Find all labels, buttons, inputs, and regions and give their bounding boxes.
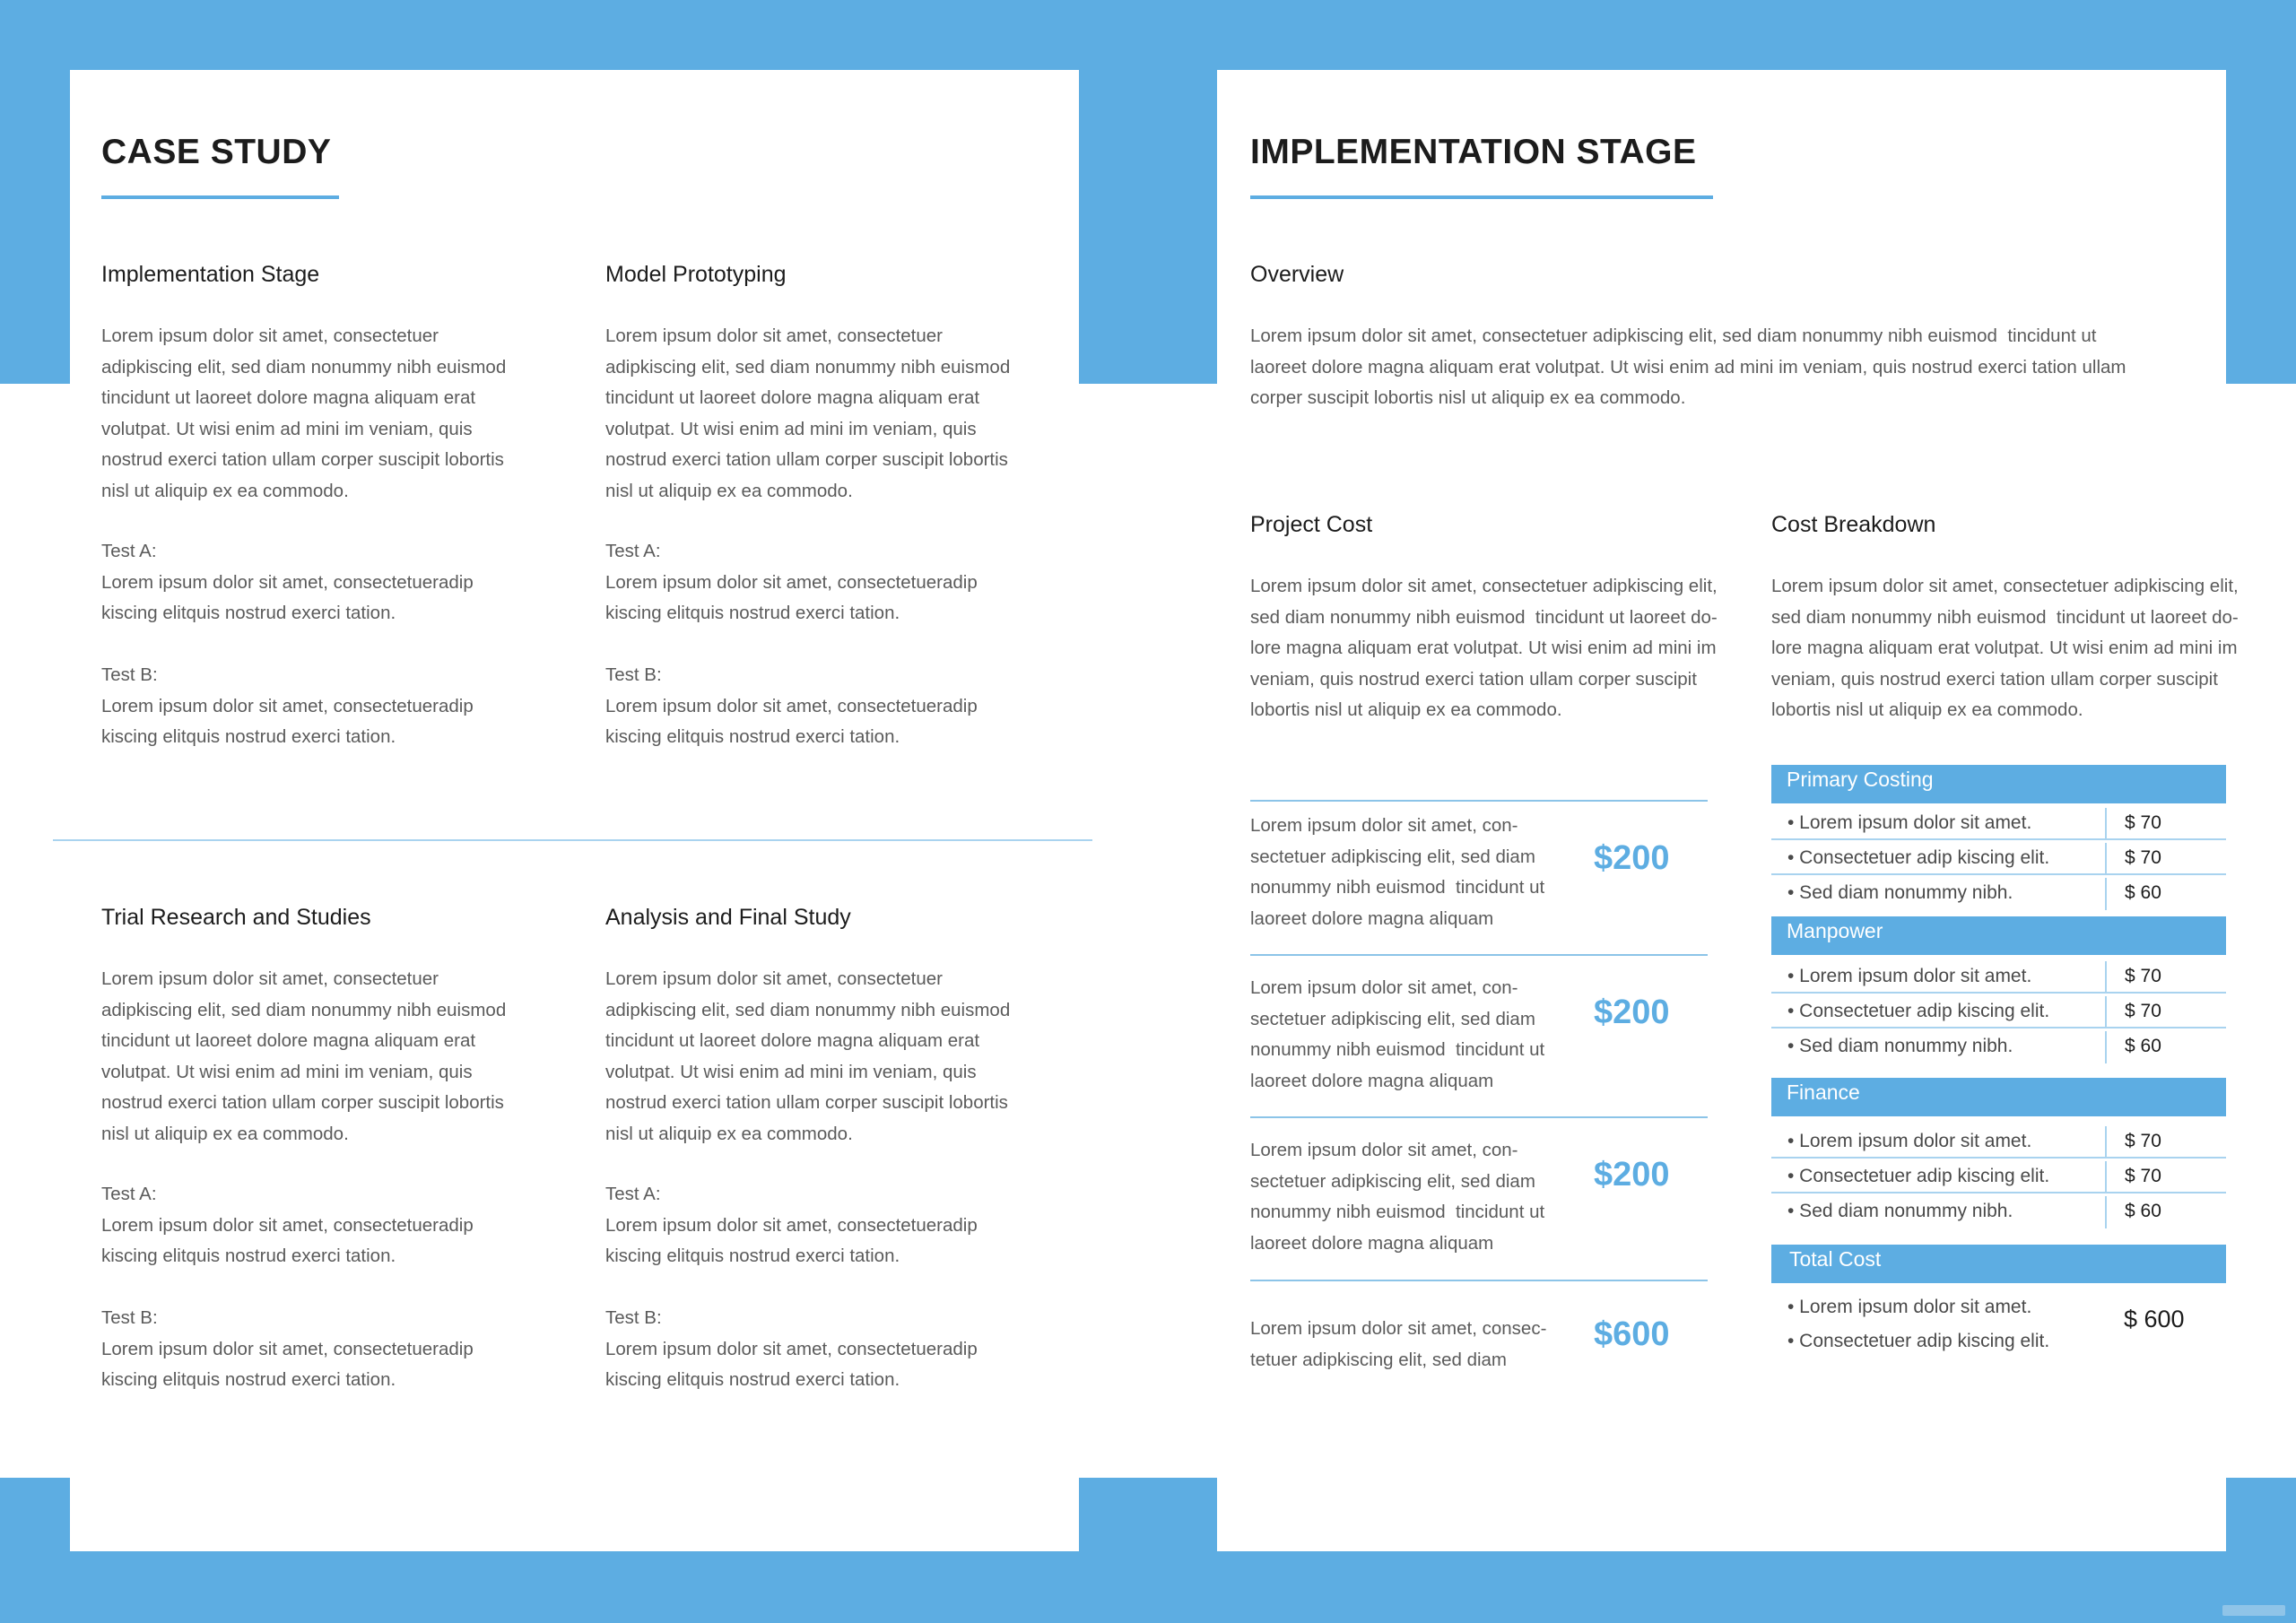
left-title-underline bbox=[101, 195, 339, 199]
breakdown-item-value: $ 70 bbox=[2125, 1166, 2161, 1186]
cost-breakdown-paragraph: Lorem ipsum dolor sit amet, consectetuer adipkiscing elit, sed diam nonummy nibh euismod tincidunt ut laoreet do- lore magna aliquam erat volutpat. Ut wisi enim ad mini im veniam, quis nostrud exerci tation ullam corper suscipit lobortis nisl ut aliquip ex ea commodo. bbox=[1771, 576, 2239, 720]
breakdown-item-value: $ 70 bbox=[2125, 1131, 2161, 1151]
section-test-a: Test A: Lorem ipsum dolor sit amet, consectetueradip kiscing elitquis nostrud exerci tation. bbox=[101, 1184, 474, 1266]
section-paragraph: Lorem ipsum dolor sit amet, consectetuer adipkiscing elit, sed diam nonummy nibh euismod tincidunt ut laoreet dolore magna aliquam erat volutpat. Ut wisi enim ad mini im veniam, quis nostrud exerci tation ullam corper suscipit lobortis nisl ut aliquip ex ea commodo. bbox=[101, 968, 507, 1144]
breakdown-item-label: • Consectetuer adip kiscing elit. bbox=[1787, 1166, 2050, 1186]
breakdown-item bbox=[1771, 1194, 2226, 1228]
cost-row-rule bbox=[1250, 954, 1708, 956]
cost-row-text: Lorem ipsum dolor sit amet, con- sectetuer adipkiscing elit, sed diam nonummy nibh euismod tincidunt ut laoreet dolore magna aliquam bbox=[1250, 977, 1545, 1091]
group-header: Primary Costing bbox=[1771, 765, 2226, 803]
total-cost-item: • Lorem ipsum dolor sit amet. bbox=[1787, 1297, 2032, 1317]
breakdown-item-label: • Consectetuer adip kiscing elit. bbox=[1787, 847, 2050, 868]
group-header: Manpower bbox=[1771, 916, 2226, 955]
section-heading: Model Prototyping bbox=[605, 262, 787, 287]
section-paragraph: Lorem ipsum dolor sit amet, consectetuer adipkiscing elit, sed diam nonummy nibh euismod tincidunt ut laoreet dolore magna aliquam erat volutpat. Ut wisi enim ad mini im veniam, quis nostrud exerci tation ullam corper suscipit lobortis nisl ut aliquip ex ea commodo. bbox=[605, 325, 1011, 501]
section-paragraph: Lorem ipsum dolor sit amet, consectetuer adipkiscing elit, sed diam nonummy nibh euismod tincidunt ut laoreet dolore magna aliquam erat volutpat. Ut wisi enim ad mini im veniam, quis nostrud exerci tation ullam corper suscipit lobortis nisl ut aliquip ex ea commodo. bbox=[101, 325, 507, 501]
breakdown-item-value: $ 70 bbox=[2125, 847, 2161, 868]
section-heading: Implementation Stage bbox=[101, 262, 320, 287]
breakdown-item bbox=[1771, 1029, 2226, 1063]
breakdown-item-label: • Sed diam nonummy nibh. bbox=[1787, 1036, 2013, 1056]
watermark-badge bbox=[2222, 1605, 2285, 1616]
cost-row-text: Lorem ipsum dolor sit amet, con- sectetuer adipkiscing elit, sed diam nonummy nibh euismod tincidunt ut laoreet dolore magna aliquam bbox=[1250, 815, 1545, 929]
group-header: Finance bbox=[1771, 1078, 2226, 1116]
total-cost-header: Total Cost bbox=[1771, 1245, 2226, 1283]
column-separator bbox=[2105, 808, 2107, 840]
breakdown-item-value: $ 70 bbox=[2125, 966, 2161, 986]
breakdown-item-label: • Lorem ipsum dolor sit amet. bbox=[1787, 966, 2032, 986]
breakdown-item bbox=[1771, 994, 2226, 1028]
section-divider bbox=[53, 839, 1092, 841]
breakdown-item bbox=[1771, 876, 2226, 910]
row-separator bbox=[1771, 838, 2226, 840]
row-separator bbox=[1771, 1027, 2226, 1028]
section-heading: Analysis and Final Study bbox=[605, 905, 851, 930]
column-separator bbox=[2105, 961, 2107, 994]
column-separator bbox=[2105, 843, 2107, 875]
overview-paragraph: Lorem ipsum dolor sit amet, consectetuer adipkiscing elit, sed diam nonummy nibh euismod tincidunt ut laoreet dolore magna aliquam erat volutpat. Ut wisi enim ad mini im veniam, quis nostrud exerci tation ullam corper suscipit lobortis nisl ut aliquip ex ea commodo. bbox=[1250, 325, 2126, 408]
row-separator bbox=[1771, 992, 2226, 994]
column-separator bbox=[2105, 1031, 2107, 1063]
project-cost-heading: Project Cost bbox=[1250, 512, 1373, 537]
breakdown-item-label: • Lorem ipsum dolor sit amet. bbox=[1787, 1131, 2032, 1151]
cost-row-rule bbox=[1250, 1280, 1708, 1281]
breakdown-item-label: • Sed diam nonummy nibh. bbox=[1787, 1201, 2013, 1221]
cost-row-amount: $200 bbox=[1594, 1156, 1670, 1193]
breakdown-item-label: • Sed diam nonummy nibh. bbox=[1787, 882, 2013, 903]
row-separator bbox=[1771, 1192, 2226, 1193]
cost-row bbox=[1250, 954, 1708, 1107]
breakdown-item bbox=[1771, 1159, 2226, 1193]
cost-row bbox=[1250, 1280, 1708, 1378]
cost-row bbox=[1250, 1116, 1708, 1269]
breakdown-item-label: • Lorem ipsum dolor sit amet. bbox=[1787, 812, 2032, 833]
overview-heading: Overview bbox=[1250, 262, 1344, 287]
section-test-a: Test A: Lorem ipsum dolor sit amet, consectetueradip kiscing elitquis nostrud exerci tation. bbox=[605, 1184, 978, 1266]
section-test-b: Test B: Lorem ipsum dolor sit amet, consectetueradip kiscing elitquis nostrud exerci tation. bbox=[605, 1307, 978, 1390]
section-test-b: Test B: Lorem ipsum dolor sit amet, consectetueradip kiscing elitquis nostrud exerci tation. bbox=[605, 664, 978, 747]
cost-row-text: Lorem ipsum dolor sit amet, consec- tetuer adipkiscing elit, sed diam bbox=[1250, 1318, 1547, 1370]
total-cost-item: • Consectetuer adip kiscing elit. bbox=[1787, 1331, 2050, 1351]
cost-row-amount: $600 bbox=[1594, 1315, 1670, 1353]
column-separator bbox=[2105, 878, 2107, 910]
right-page-title: IMPLEMENTATION STAGE bbox=[1250, 133, 1697, 171]
breakdown-item-value: $ 60 bbox=[2125, 882, 2161, 903]
project-cost-paragraph: Lorem ipsum dolor sit amet, consectetuer adipkiscing elit, sed diam nonummy nibh euismod tincidunt ut laoreet do- lore magna aliquam erat volutpat. Ut wisi enim ad mini im veniam, quis nostrud exerci tation ullam corper suscipit lobortis nisl ut aliquip ex ea commodo. bbox=[1250, 576, 1718, 720]
breakdown-item-value: $ 70 bbox=[2125, 1001, 2161, 1021]
cost-row bbox=[1250, 800, 1708, 952]
left-page-title: CASE STUDY bbox=[101, 133, 332, 171]
column-separator bbox=[2105, 1196, 2107, 1228]
breakdown-item bbox=[1771, 841, 2226, 875]
breakdown-item-value: $ 70 bbox=[2125, 812, 2161, 833]
section-paragraph: Lorem ipsum dolor sit amet, consectetuer adipkiscing elit, sed diam nonummy nibh euismod tincidunt ut laoreet dolore magna aliquam erat volutpat. Ut wisi enim ad mini im veniam, quis nostrud exerci tation ullam corper suscipit lobortis nisl ut aliquip ex ea commodo. bbox=[605, 968, 1011, 1144]
section-test-a: Test A: Lorem ipsum dolor sit amet, consectetueradip kiscing elitquis nostrud exerci tation. bbox=[101, 541, 474, 623]
cost-row-rule bbox=[1250, 800, 1708, 802]
row-separator bbox=[1771, 1157, 2226, 1159]
section-test-b: Test B: Lorem ipsum dolor sit amet, consectetueradip kiscing elitquis nostrud exerci tation. bbox=[101, 664, 474, 747]
column-separator bbox=[2105, 1126, 2107, 1159]
cost-row-text: Lorem ipsum dolor sit amet, con- sectetuer adipkiscing elit, sed diam nonummy nibh euismod tincidunt ut laoreet dolore magna aliquam bbox=[1250, 1140, 1545, 1254]
breakdown-item-value: $ 60 bbox=[2125, 1201, 2161, 1221]
cost-breakdown-heading: Cost Breakdown bbox=[1771, 512, 1936, 537]
breakdown-item bbox=[1771, 1124, 2226, 1159]
row-separator bbox=[1771, 873, 2226, 875]
cost-row-amount: $200 bbox=[1594, 839, 1670, 877]
cost-row-amount: $200 bbox=[1594, 994, 1670, 1031]
section-heading: Trial Research and Studies bbox=[101, 905, 371, 930]
breakdown-item-label: • Consectetuer adip kiscing elit. bbox=[1787, 1001, 2050, 1021]
breakdown-item bbox=[1771, 806, 2226, 840]
column-separator bbox=[2105, 1161, 2107, 1193]
right-title-underline bbox=[1250, 195, 1713, 199]
breakdown-item-value: $ 60 bbox=[2125, 1036, 2161, 1056]
section-test-a: Test A: Lorem ipsum dolor sit amet, consectetueradip kiscing elitquis nostrud exerci tation. bbox=[605, 541, 978, 623]
total-cost-value: $ 600 bbox=[2124, 1306, 2185, 1332]
breakdown-item bbox=[1771, 959, 2226, 994]
section-test-b: Test B: Lorem ipsum dolor sit amet, consectetueradip kiscing elitquis nostrud exerci tation. bbox=[101, 1307, 474, 1390]
column-separator bbox=[2105, 996, 2107, 1028]
cost-row-rule bbox=[1250, 1116, 1708, 1118]
